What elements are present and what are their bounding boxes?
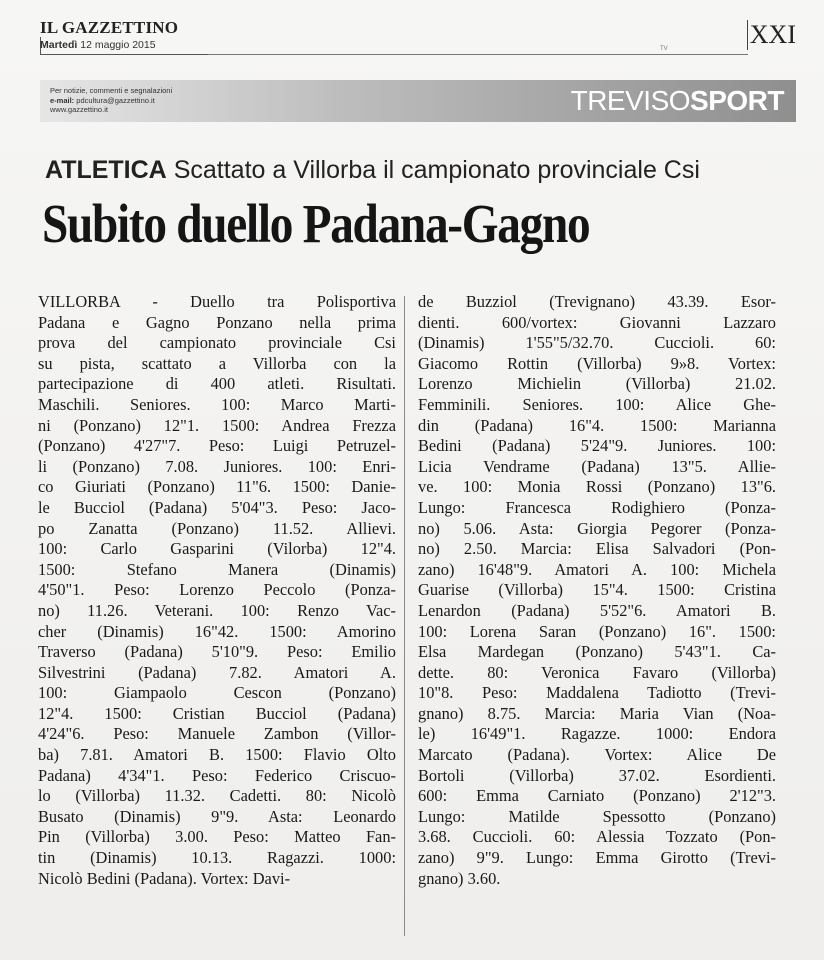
page-number: XXI bbox=[747, 20, 796, 50]
article-line: partecipazione di 400 atleti. Risultati. bbox=[38, 374, 396, 394]
article-line: Femminili. Seniores. 100: Alice Ghe- bbox=[418, 394, 776, 414]
section-title-sport: SPORT bbox=[690, 85, 784, 116]
article-line: Silvestrini (Padana) 7.82. Amatori A. bbox=[38, 662, 396, 682]
article-line: tin (Dinamis) 10.13. Ragazzi. 1000: bbox=[38, 848, 396, 868]
article-headline: Subito duello Padana-Gagno bbox=[42, 193, 590, 254]
article-line: Pin (Villorba) 3.00. Peso: Matteo Fan- bbox=[38, 827, 396, 847]
article-line: 100: Carlo Gasparini (Vilorba) 12"4. bbox=[38, 539, 396, 559]
article-line: (Ponzano) 4'27"7. Peso: Luigi Petruzel- bbox=[38, 436, 396, 456]
issue-day: 12 maggio 2015 bbox=[80, 39, 156, 51]
article-line: 10"8. Peso: Maddalena Tadiotto (Trevi- bbox=[418, 683, 776, 703]
article-line: no) 11.26. Veterani. 100: Renzo Vac- bbox=[38, 600, 396, 620]
issue-date bbox=[40, 39, 156, 51]
article-kicker bbox=[45, 155, 785, 185]
contact-intro: Per notizie, commenti e segnalazioni bbox=[50, 86, 173, 95]
article-line: lo (Villorba) 11.32. Cadetti. 80: Nicolò bbox=[38, 786, 396, 806]
article-line: de Buzziol (Trevignano) 43.39. Esor- bbox=[418, 292, 776, 311]
article-line: Elsa Mardegan (Ponzano) 5'43"1. Ca- bbox=[418, 642, 776, 662]
article-line: le Bucciol (Padana) 5'04"3. Peso: Jaco- bbox=[38, 497, 396, 517]
article-line: ve. 100: Monia Rossi (Ponzano) 13"6. bbox=[418, 477, 776, 497]
article-line: 100: Giampaolo Cescon (Ponzano) bbox=[38, 683, 396, 703]
issue-weekday: Martedì bbox=[40, 39, 78, 51]
article-line: li (Ponzano) 7.08. Juniores. 100: Enri- bbox=[38, 456, 396, 476]
article-line: 100: Lorena Saran (Ponzano) 16". 1500: bbox=[418, 621, 776, 641]
article-line: 1500: Stefano Manera (Dinamis) bbox=[38, 559, 396, 579]
contact-website: www.gazzettino.it bbox=[50, 105, 108, 114]
article-line: Traverso (Padana) 5'10"9. Peso: Emilio bbox=[38, 642, 396, 662]
article-line: dette. 80: Veronica Favaro (Villorba) bbox=[418, 662, 776, 682]
article-line: Nicolò Bedini (Padana). Vortex: Davi- bbox=[38, 868, 291, 888]
contact-email: pdcultura@gazzettino.it bbox=[76, 95, 155, 105]
article-line: Bedini (Padana) 5'24"9. Juniores. 100: bbox=[418, 436, 776, 456]
article-line: din (Padana) 16"4. 1500: Marianna bbox=[418, 415, 776, 435]
article-line: Licia Vendrame (Padana) 13"5. Allie- bbox=[418, 456, 776, 476]
article-line: VILLORBA - Duello tra Polisportiva bbox=[38, 292, 396, 311]
article-line: su pista, scattato a Villorba con la bbox=[38, 353, 396, 373]
article-line: zano) 9"9. Lungo: Emma Girotto (Trevi- bbox=[418, 848, 776, 868]
article-line: Bortoli (Villorba) 37.02. Esordienti. bbox=[418, 765, 776, 785]
article-category: ATLETICA bbox=[45, 156, 167, 184]
article-line: gnano) 3.60. bbox=[418, 868, 501, 888]
contact-email-label: e-mail: bbox=[50, 95, 75, 105]
contact-email-line bbox=[50, 96, 172, 106]
article-line: co Giuriati (Ponzano) 11"6. 1500: Danie- bbox=[38, 477, 396, 497]
article-line: dienti. 600/vortex: Giovanni Lazzaro bbox=[418, 312, 776, 332]
column-divider bbox=[404, 296, 405, 936]
edition-mark: TV bbox=[660, 46, 668, 52]
section-title bbox=[571, 84, 784, 118]
article-line: 600: Emma Carniato (Ponzano) 2'12"3. bbox=[418, 786, 776, 806]
article-line: (Dinamis) 1'55"5/32.70. Cuccioli. 60: bbox=[418, 333, 776, 353]
article-line: ni (Ponzano) 12"1. 1500: Andrea Frezza bbox=[38, 415, 396, 435]
article-line: 12"4. 1500: Cristian Bucciol (Padana) bbox=[38, 703, 396, 723]
article-line: 4'50"1. Peso: Lorenzo Peccolo (Ponza- bbox=[38, 580, 396, 600]
section-title-treviso: TREVISO bbox=[570, 85, 691, 116]
article-line: Busato (Dinamis) 9"9. Asta: Leonardo bbox=[38, 806, 396, 826]
article-line: Lungo: Francesca Rodighiero (Ponza- bbox=[418, 497, 776, 517]
article-line: 3.68. Cuccioli. 60: Alessia Tozzato (Pon- bbox=[418, 827, 776, 847]
article-line: ba) 7.81. Amatori B. 1500: Flavio Olto bbox=[38, 745, 396, 765]
article-kicker-text: Scattato a Villorba il campionato provinciale Csi bbox=[173, 156, 700, 184]
article-line: Maschili. Seniores. 100: Marco Marti- bbox=[38, 394, 396, 414]
article-line: zano) 16'48"9. Amatori A. 100: Michela bbox=[418, 559, 776, 579]
contact-info bbox=[50, 86, 172, 115]
article-line: Lenardon (Padana) 5'52"6. Amatori B. bbox=[418, 600, 776, 620]
article-line: Lorenzo Michielin (Villorba) 21.02. bbox=[418, 374, 776, 394]
masthead bbox=[40, 18, 796, 58]
article-line: prova del campionato provinciale Csi bbox=[38, 333, 396, 353]
article-line: no) 5.06. Asta: Giorgia Pegorer (Ponza- bbox=[418, 518, 776, 538]
article-line: Padana e Gagno Ponzano nella prima bbox=[38, 312, 396, 332]
article-line: gnano) 8.75. Marcia: Maria Vian (Noa- bbox=[418, 703, 776, 723]
article-line: Padana) 4'34"1. Peso: Federico Criscuo- bbox=[38, 765, 396, 785]
article-column-right bbox=[418, 292, 776, 889]
article-line: le) 16'49"1. Ragazze. 1000: Endora bbox=[418, 724, 776, 744]
newspaper-name: IL GAZZETTINO bbox=[40, 18, 179, 37]
article-line: po Zanatta (Ponzano) 11.52. Allievi. bbox=[38, 518, 396, 538]
article-line: Giacomo Rottin (Villorba) 9»8. Vortex: bbox=[418, 353, 776, 373]
article-line: no) 2.50. Marcia: Elisa Salvadori (Pon- bbox=[418, 539, 776, 559]
article-column-left bbox=[38, 292, 396, 889]
article-line: Guarise (Villorba) 15"4. 1500: Cristina bbox=[418, 580, 776, 600]
article-line: Marcato (Padana). Vortex: Alice De bbox=[418, 745, 776, 765]
section-banner bbox=[40, 80, 796, 122]
article-line: Lungo: Matilde Spessotto (Ponzano) bbox=[418, 806, 776, 826]
article-line: 4'24"6. Peso: Manuele Zambon (Villor- bbox=[38, 724, 396, 744]
masthead-rule bbox=[208, 54, 748, 55]
article-line: cher (Dinamis) 16"42. 1500: Amorino bbox=[38, 621, 396, 641]
